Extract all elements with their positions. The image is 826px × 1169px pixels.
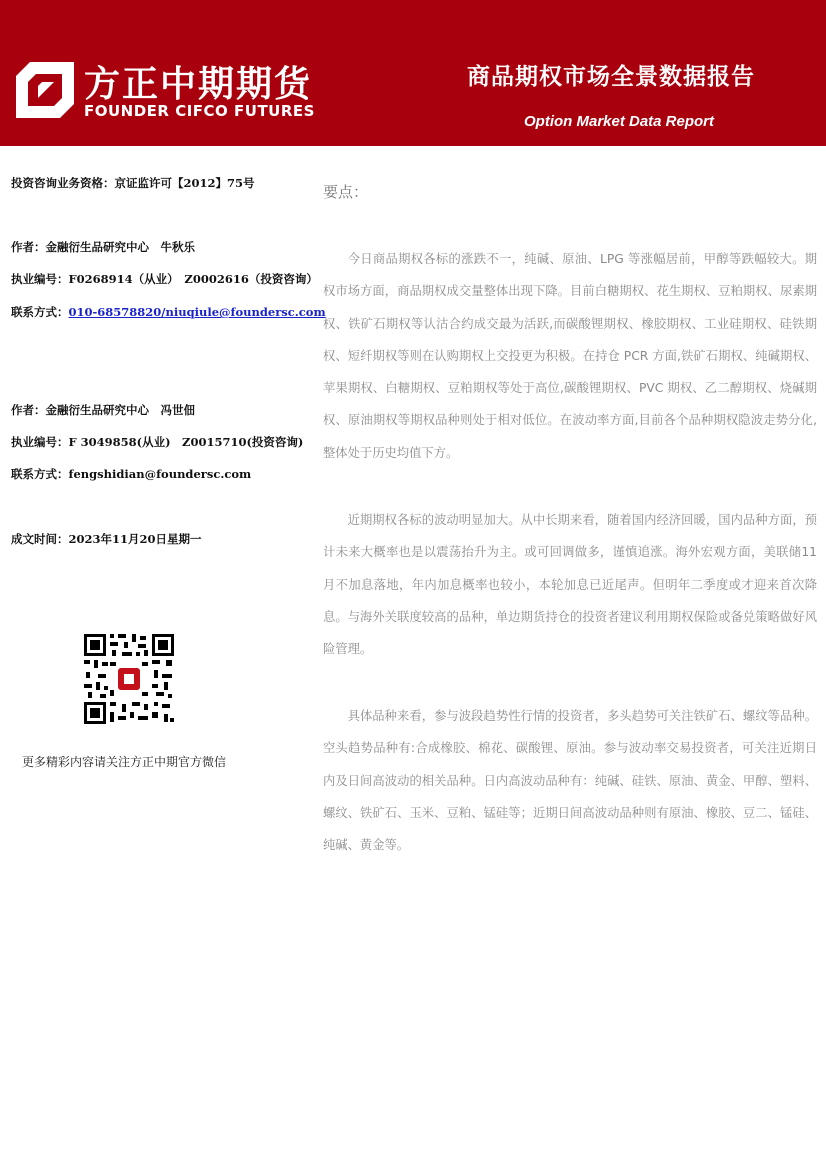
company-logo-icon	[16, 62, 74, 118]
author1-license: 执业编号：F0268914（从业） Z0002616（投资咨询）	[11, 272, 318, 286]
key-point-paragraph-2: 近期期权各标的波动明显加大。从中长期来看，随着国内经济回暖，国内品种方面，预计未来大概率也是以震荡抬升为主。或可回调做多，谨慎追涨。海外宏观方面，美联储11 月不加息落地，年内加息概率也较小，本轮加息已近尾声。但明年二季度或才迎来首次降息。与海外关联度较高的品种，单边期货持仓的投资者建议利用期权保险或备兑策略做好风险管理。	[323, 513, 817, 657]
key-points-title: 要点：	[323, 183, 369, 201]
author1-contact-link[interactable]: 010-68578820/niuqiule@foundersc.com	[68, 305, 326, 319]
company-name-cn: 方正中期期货	[84, 64, 313, 105]
report-title: 商品期权市场全景数据报告	[467, 64, 755, 90]
qualification-text: 投资咨询业务资格：京证监许可【2012】75号	[11, 176, 255, 190]
key-point-paragraph-3: 具体品种来看，参与波段趋势性行情的投资者，多头趋势可关注铁矿石、螺纹等品种。空头趋势品种有:合成橡胶、棉花、碳酸锂、原油。参与波动率交易投资者，可关注近期日内及日间高波动的相关品种。日内高波动品种有：纯碱、硅铁、原油、黄金、甲醇、塑料、螺纹、铁矿石、玉米、豆粕、锰硅等；近期日间高波动品种则有原油、橡胶、豆二、锰硅、纯碱、黄金等。	[323, 709, 817, 853]
author2-contact: 联系方式：fengshidian@foundersc.com	[11, 467, 252, 481]
author1-contact	[11, 304, 326, 320]
author2-license: 执业编号：F 3049858(从业) Z0015710(投资咨询)	[11, 435, 304, 449]
report-header	[0, 0, 826, 146]
author1-name: 作者：金融衍生品研究中心 牛秋乐	[11, 240, 195, 254]
publish-date: 成文时间：2023年11月20日星期一	[11, 532, 202, 546]
author2-name: 作者：金融衍生品研究中心 冯世佃	[11, 403, 195, 417]
company-name-en: FOUNDER CIFCO FUTURES	[84, 102, 315, 120]
report-title-en: Option Market Data Report	[524, 113, 715, 130]
qr-caption: 更多精彩内容请关注方正中期官方微信	[22, 755, 227, 769]
author1-contact-label: 联系方式：	[11, 305, 69, 319]
key-point-paragraph-1: 今日商品期权各标的涨跌不一，纯碱、原油、LPG 等涨幅居前，甲醇等跌幅较大。期权市场方面，商品期权成交量整体出现下降。目前白糖期权、花生期权、豆粕期权、尿素期权、铁矿石期权等认沽合约成交最为活跃,而碳酸锂期权、橡胶期权、工业硅期权、硅铁期权、短纤期权等则在认购期权上交投更为积极。在持仓 PCR 方面,铁矿石期权、纯碱期权、苹果期权、白糖期权、豆粕期权等处于高位,碳酸锂期权、PVC 期权、乙二醇期权、烧碱期权、原油期权等期权品种则处于相对低位。在波动率方面,目前各个品种期权隐波走势分化,整体处于历史均值下方。	[323, 252, 817, 460]
wechat-qr-code-icon	[82, 632, 176, 726]
